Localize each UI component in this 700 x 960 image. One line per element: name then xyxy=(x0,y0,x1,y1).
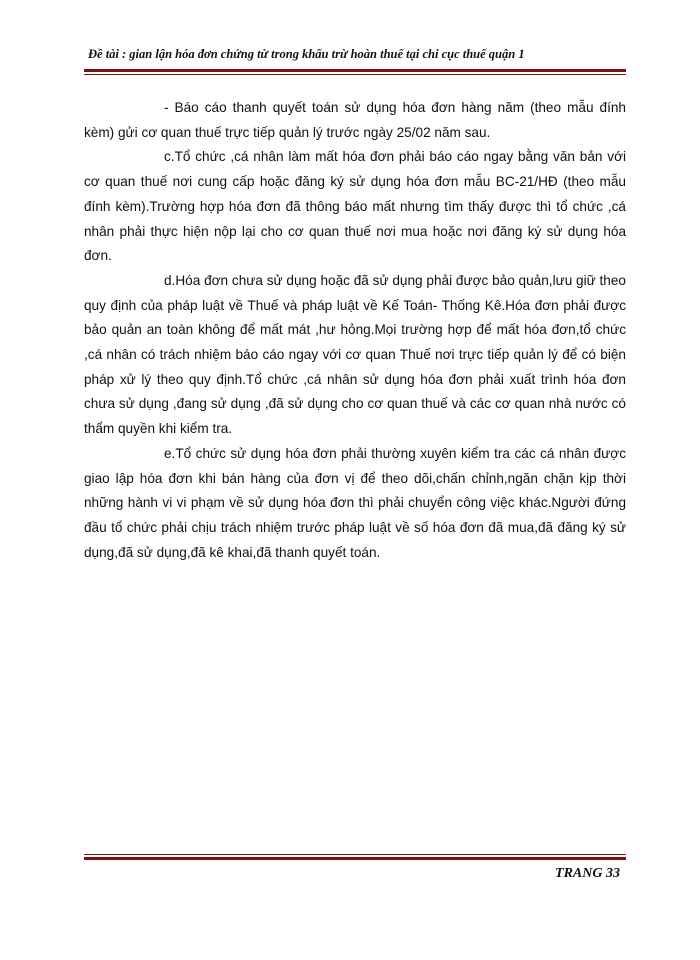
paragraph-d: d.Hóa đơn chưa sử dụng hoặc đã sử dụng phải được bảo quản,lưu giữ theo quy định của pháp luật về Thuế và pháp luật về Kế Toán- Thống Kê.Hóa đơn phải được bảo quản an toàn không để mất mát ,hư hỏng.Mọi trường hợp để mất hóa đơn,tổ chức ,cá nhân có trách nhiệm báo cáo ngay với cơ quan Thuế nơi trực tiếp quản lý để có biện pháp xử lý theo quy định.Tổ chức ,cá nhân sử dụng hóa đơn phải xuất trình hóa đơn chưa sử dụng ,đang sử dụng ,đã sử dụng cho cơ quan thuế và các cơ quan nhà nước có thẩm quyền khi kiểm tra. xyxy=(84,272,626,437)
paragraph-report: - Báo cáo thanh quyết toán sử dụng hóa đơn hàng năm (theo mẫu đính kèm) gửi cơ quan thuế trực tiếp quản lý trước ngày 25/02 năm sau. xyxy=(84,100,626,140)
paragraph-e: e.Tổ chức sử dụng hóa đơn phải thường xuyên kiểm tra các cá nhân được giao lập hóa đơn khi bán hàng của đơn vị để theo dõi,chấn chỉnh,ngăn chặn kịp thời những hành vi vi phạm về sử dụng hóa đơn thì phải chuyển công việc khác.Người đứng đầu tổ chức phải chịu trách nhiệm trước pháp luật về số hóa đơn đã mua,đã đăng ký sử dụng,đã sử dụng,đã kê khai,đã thanh quyết toán. xyxy=(84,445,626,560)
document-body xyxy=(84,96,626,565)
header-divider xyxy=(84,69,626,75)
paragraph-c: c.Tổ chức ,cá nhân làm mất hóa đơn phải báo cáo ngay bằng văn bản với cơ quan thuế nơi cung cấp hoặc đăng ký sử dụng hóa đơn mẫu BC-21/HĐ (theo mẫu đính kèm).Trường hợp hóa đơn đã thông báo mất nhưng tìm thấy được thì tổ chức ,cá nhân phải thực hiện nộp lại cho cơ quan thuế nơi mua hoặc nơi đăng ký sử dụng hóa đơn. xyxy=(84,149,626,264)
page-number: TRANG 33 xyxy=(555,866,620,881)
footer-divider xyxy=(84,854,626,860)
header-title: Đề tài : gian lận hóa đơn chứng từ trong khấu trừ hoàn thuế tại chi cục thuế quận 1 xyxy=(88,47,525,61)
